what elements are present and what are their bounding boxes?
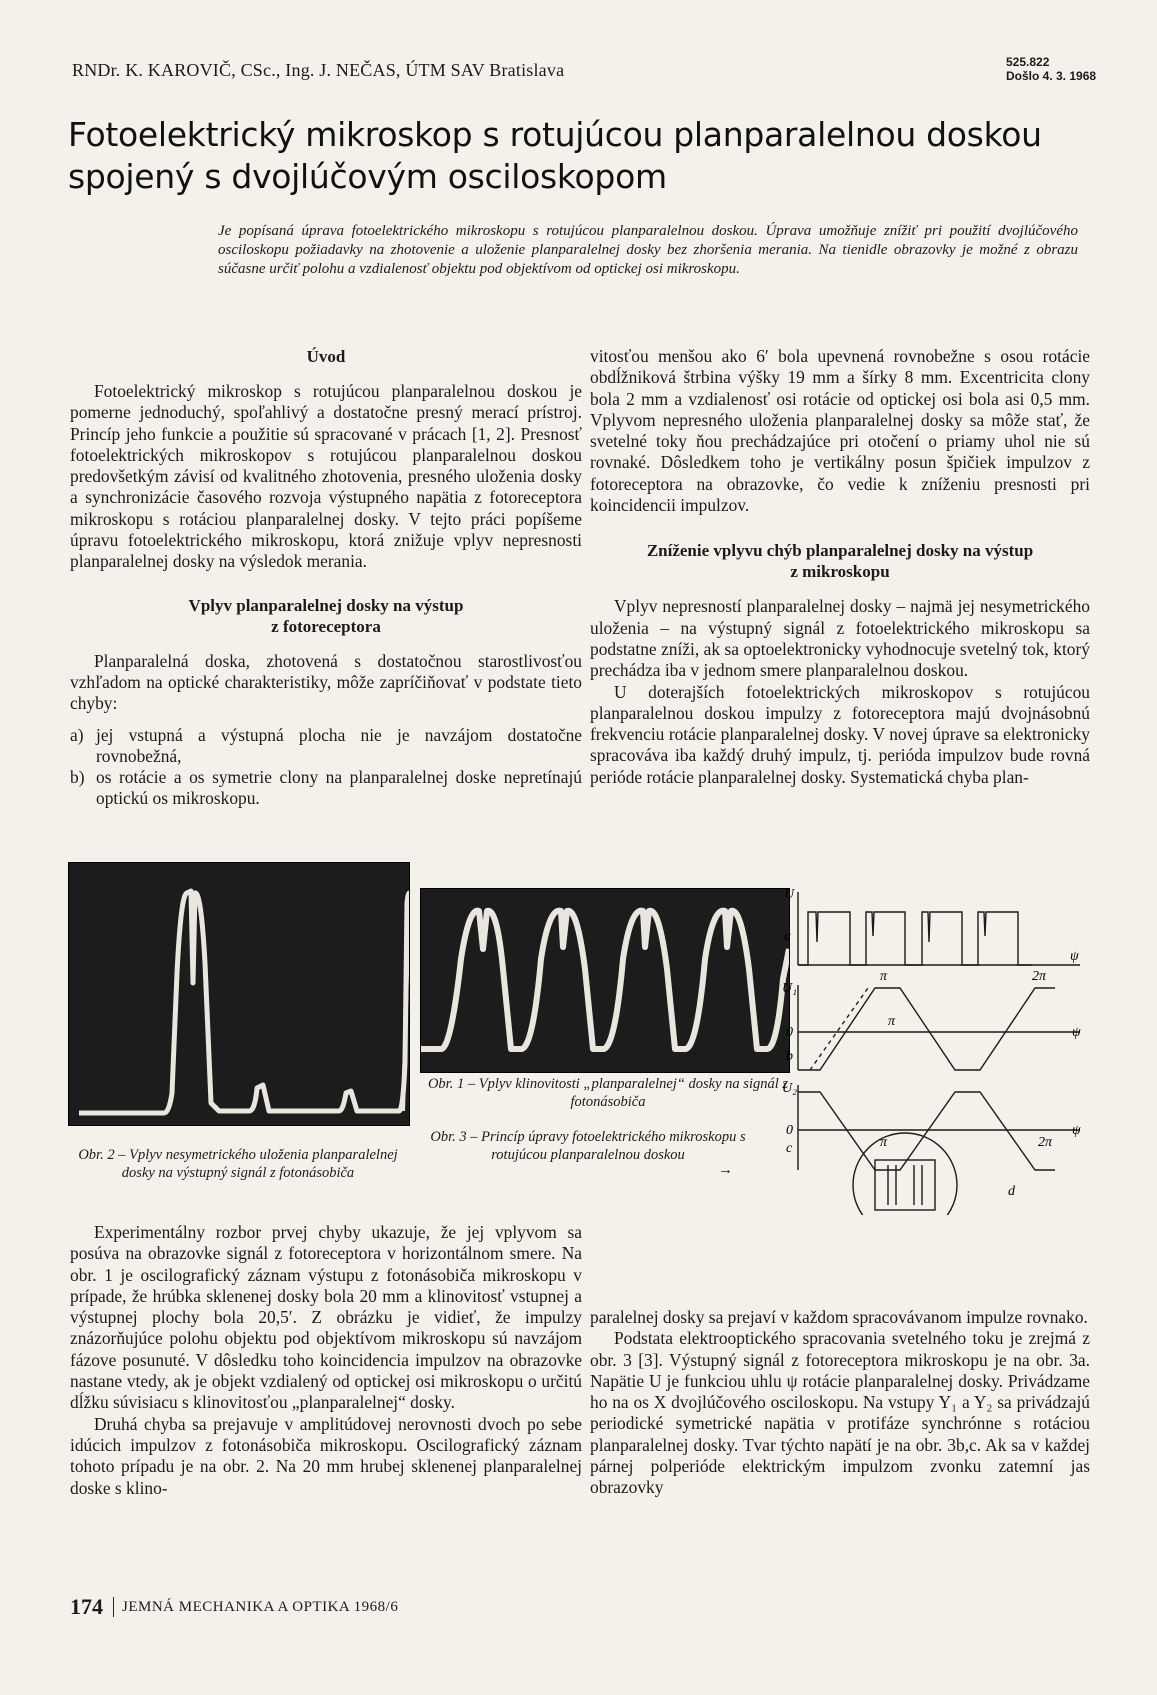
aperture-rect — [875, 1160, 935, 1210]
page-number: 174 — [70, 1594, 103, 1619]
label-psi-c: ψ — [1072, 1123, 1081, 1138]
caption-figure-1: Obr. 1 – Vplyv klinovitosti „planparalelnej“ dosky na signál z fotonásobiča — [427, 1076, 789, 1110]
oscillogram-trace-1 — [421, 889, 789, 1072]
label-zero-b: 0 — [786, 1025, 793, 1040]
title-line-2: spojený s dvojlúčovým osciloskopom — [68, 157, 667, 196]
paragraph-continued: vitosťou menšou ako 6′ bola upevnená rovnobežne s osou rotácie obdĺžniková štrbina výšky 19 mm a šírky 8 mm. Excentricita clony bola 2 mm a vzdialenosť osi rotácie od optickej osi bola asi 0,5 mm. Vplyvom nepresného uloženia planparalelnej dosky sa môže stať, že svetelné toky ňou prechádzajúce pri otočení o priamy uhol nie sú rovnaké. Dôsledkem toho je vertikálny posun špičiek impulzov z fotoreceptora na obrazovke, čo vedie k zníženiu presnosti pri koincidencii impulzov. — [590, 346, 1090, 516]
paragraph-reduce-2: U doterajších fotoelektrických mikroskopov s rotujúcou planparalelnou doskou impulzy z fotoreceptora majú dvojnásobnú frekvenciu rotácie planparalelnej dosky. V novej úprave sa elektronicky spracováva iba každý druhý impulz, tj. perióda impulzov bude rovná perióde rotácie planparalelnej dosky. Systematická chyba plan- — [590, 681, 1090, 787]
label-pi-b: π — [888, 1014, 896, 1029]
heading-intro: Úvod — [306, 347, 346, 366]
authors: RNDr. K. KAROVIČ, CSc., Ing. J. NEČAS, ÚTM SAV Bratislava — [72, 60, 565, 80]
column-1-bottom — [70, 1222, 582, 1499]
diagram-figure-3 — [780, 880, 1090, 1215]
list-marker-a: a) — [70, 724, 84, 745]
signal-b — [798, 988, 1055, 1070]
label-b: b — [786, 1049, 793, 1064]
paragraph-experiment-1: Experimentálny rozbor prvej chyby ukazuje, že jej vplyvom sa posúva na obrazovke signál z fotoreceptora v horizontálnom smere. Na obr. 1 je oscilografický záznam výstupu z fotonásobiča mikroskopu v prípade, že hrúbka sklenenej dosky bola 20 mm a klinovitosť vstupnej a výstupnej plochy bola 20,5′. Z obrázku je vidieť, že impulzy znázorňujúce polohu objektu pod objektívom mikroskopu sú navzájom fázove posunuté. V dôsledku toho koincidencia impulzov na obrazovke nastane vtedy, ak je objekt vzdialený od optickej osi mikroskopu o určitú dĺžku súvisiacu s klinovitosťou „planparalelnej“ dosky. — [70, 1222, 582, 1413]
signal-b-dashed — [810, 988, 868, 1070]
label-a: a — [784, 929, 791, 944]
list-item — [70, 767, 582, 810]
oscillogram-trace-2 — [69, 863, 409, 1125]
paragraph-intro: Fotoelektrický mikroskop s rotujúcou planparalelnou doskou je pomerne jednoduchý, spoľahlivý a dostatočne presný merací prístroj. Princíp jeho funkcie a použitie sú spracované v prácach [1, 2]. Presnosť fotoelektrických mikroskopov s rotujúcou planparalelnou doskou predovšetkým závisí od kvalitného zhotovenia, presného uloženia dosky a synchronizácie časového rozvoja výstupného napätia z fotoreceptora mikroskopu s rotáciou planparalelnej dosky. V tejto práci popíšeme úpravu fotoelektrického mikroskopu, ktorá znižuje vplyv nepresnosti planparalelnej dosky na výsledok merania. — [70, 381, 582, 572]
caption-figure-2: Obr. 2 – Vplyv nesymetrického uloženia planparalelnej dosky na výstupný signál z fotonásobiča — [78, 1147, 398, 1181]
waveform-diagram — [780, 880, 1090, 1215]
heading-reduce-line-1: Zníženie vplyvu chýb planparalelnej dosky na výstup — [646, 541, 1034, 561]
screen-circle — [853, 1133, 957, 1215]
footer-divider — [113, 1597, 114, 1617]
label-d: d — [1008, 1184, 1015, 1199]
label-u: U — [784, 887, 795, 902]
label-pi-c: π — [880, 1135, 888, 1150]
abstract: Je popísaná úprava fotoelektrického mikroskopu s rotujúcou planparalelnou doskou. Úprava umožňuje znížiť pri použití dvojlúčového osciloskopu požiadavky na zhotovenie a uloženie planparalelnej dosky bez zhoršenia merania. Na tienidle obrazovky je možné z obrazu súčasne určiť polohu a vzdialenosť objektu pod objektívom od optickej osi mikroskopu. — [218, 223, 1078, 277]
heading-reduce — [590, 540, 1090, 582]
label-psi-b: ψ — [1072, 1025, 1081, 1040]
label-psi-a: ψ — [1070, 949, 1079, 964]
label-2pi-a: 2π — [1032, 969, 1047, 984]
title-line-1: Fotoelektrický mikroskop s rotujúcou planparalelnou doskou — [68, 115, 1042, 154]
signal-a — [798, 912, 1032, 965]
journal-name: JEMNÁ MECHANIKA A OPTIKA 1968/6 — [122, 1598, 399, 1615]
list-item — [70, 725, 582, 768]
column-1-top — [70, 346, 582, 810]
paragraph-experiment-2: Druhá chyba sa prejavuje v amplitúdovej nerovnosti dvoch po sebe idúcich impulzov z fotonásobiča mikroskopu. Oscilografický záznam tohoto prípadu je na obr. 2. Na 20 mm hrubej sklenenej planparalelnej doske s klino- — [70, 1413, 582, 1498]
label-zero-c: 0 — [786, 1123, 793, 1138]
caption-figure-3: Obr. 3 – Princíp úpravy fotoelektrického mikroskopu s rotujúcou planparalelnou doskou — [430, 1129, 746, 1163]
column-2-bottom — [590, 1307, 1090, 1499]
list-marker-b: b) — [70, 767, 85, 788]
caption-figure-3-arrow: → — [718, 1162, 733, 1178]
label-pi-a: π — [880, 969, 888, 984]
list-item-b: os rotácie a os symetrie clony na planparalelnej doske nepretínajú optickú os mikroskopu. — [96, 767, 582, 809]
heading-influence-line-2: z fotoreceptora — [271, 616, 381, 636]
udc-code: 525.822 — [1006, 55, 1050, 69]
paragraph-end-2: Podstata elektrooptického spracovania svetelného toku je zrejmá z obr. 3 [3]. Výstupný signál z fotoreceptora mikroskopu je na obr. 3a. Napätie U je funkciou uhlu ψ rotácie planparalelnej dosky. Privádzame ho na os X dvojlúčového osciloskopu. Na vstupy Y₁ a Y₂ sa privádzajú periodické symetrické napätia v protifáze synchrónne s rotáciou planparalelnej dosky. Tvar týchto napätí je na obr. 3b,c. Ak sa v každej párnej polperióde elektrickým impulzom zvonku zatemní jas obrazovky — [590, 1328, 1090, 1498]
label-2pi-c: 2π — [1038, 1135, 1053, 1150]
paragraph-reduce-1: Vplyv nepresností planparalelnej dosky – najmä jej nesymetrického uloženia – na výstupný signál z fotoelektrického mikroskopu sa podstatne zníži, ak sa optoelektronicky vyhodnocuje svetelný tok, ktorý prechádza iba v jednom smere planparalelnou doskou. — [590, 596, 1090, 681]
page-footer — [70, 1594, 398, 1620]
heading-influence-line-1: Vplyv planparalelnej dosky na výstup — [188, 595, 464, 615]
label-u2: U₂ — [782, 1081, 797, 1096]
received-date: Došlo 4. 3. 1968 — [1006, 69, 1097, 83]
heading-reduce-line-2: z mikroskopu — [790, 562, 890, 582]
oscillogram-figure-2 — [68, 862, 410, 1126]
label-u1: U₁ — [782, 981, 797, 996]
column-2-top — [590, 346, 1090, 788]
article-code — [1006, 55, 1096, 83]
article-title — [68, 114, 1068, 198]
oscillogram-figure-1 — [420, 888, 790, 1073]
heading-influence — [70, 595, 582, 637]
error-list — [70, 725, 582, 810]
paragraph-influence: Planparalelná doska, zhotovená s dostatočnou starostlivosťou vzhľadom na optické charakteristiky, môže zapríčiňovať v podstate tieto chyby: — [70, 650, 582, 714]
signal-c — [798, 1092, 1055, 1170]
paragraph-end-1: paralelnej dosky sa prejaví v každom spracovávanom impulze rovnako. — [590, 1307, 1088, 1327]
list-item-a: jej vstupná a výstupná plocha nie je navzájom dostatočne rovnobežná, — [96, 724, 582, 766]
label-c: c — [786, 1141, 793, 1156]
